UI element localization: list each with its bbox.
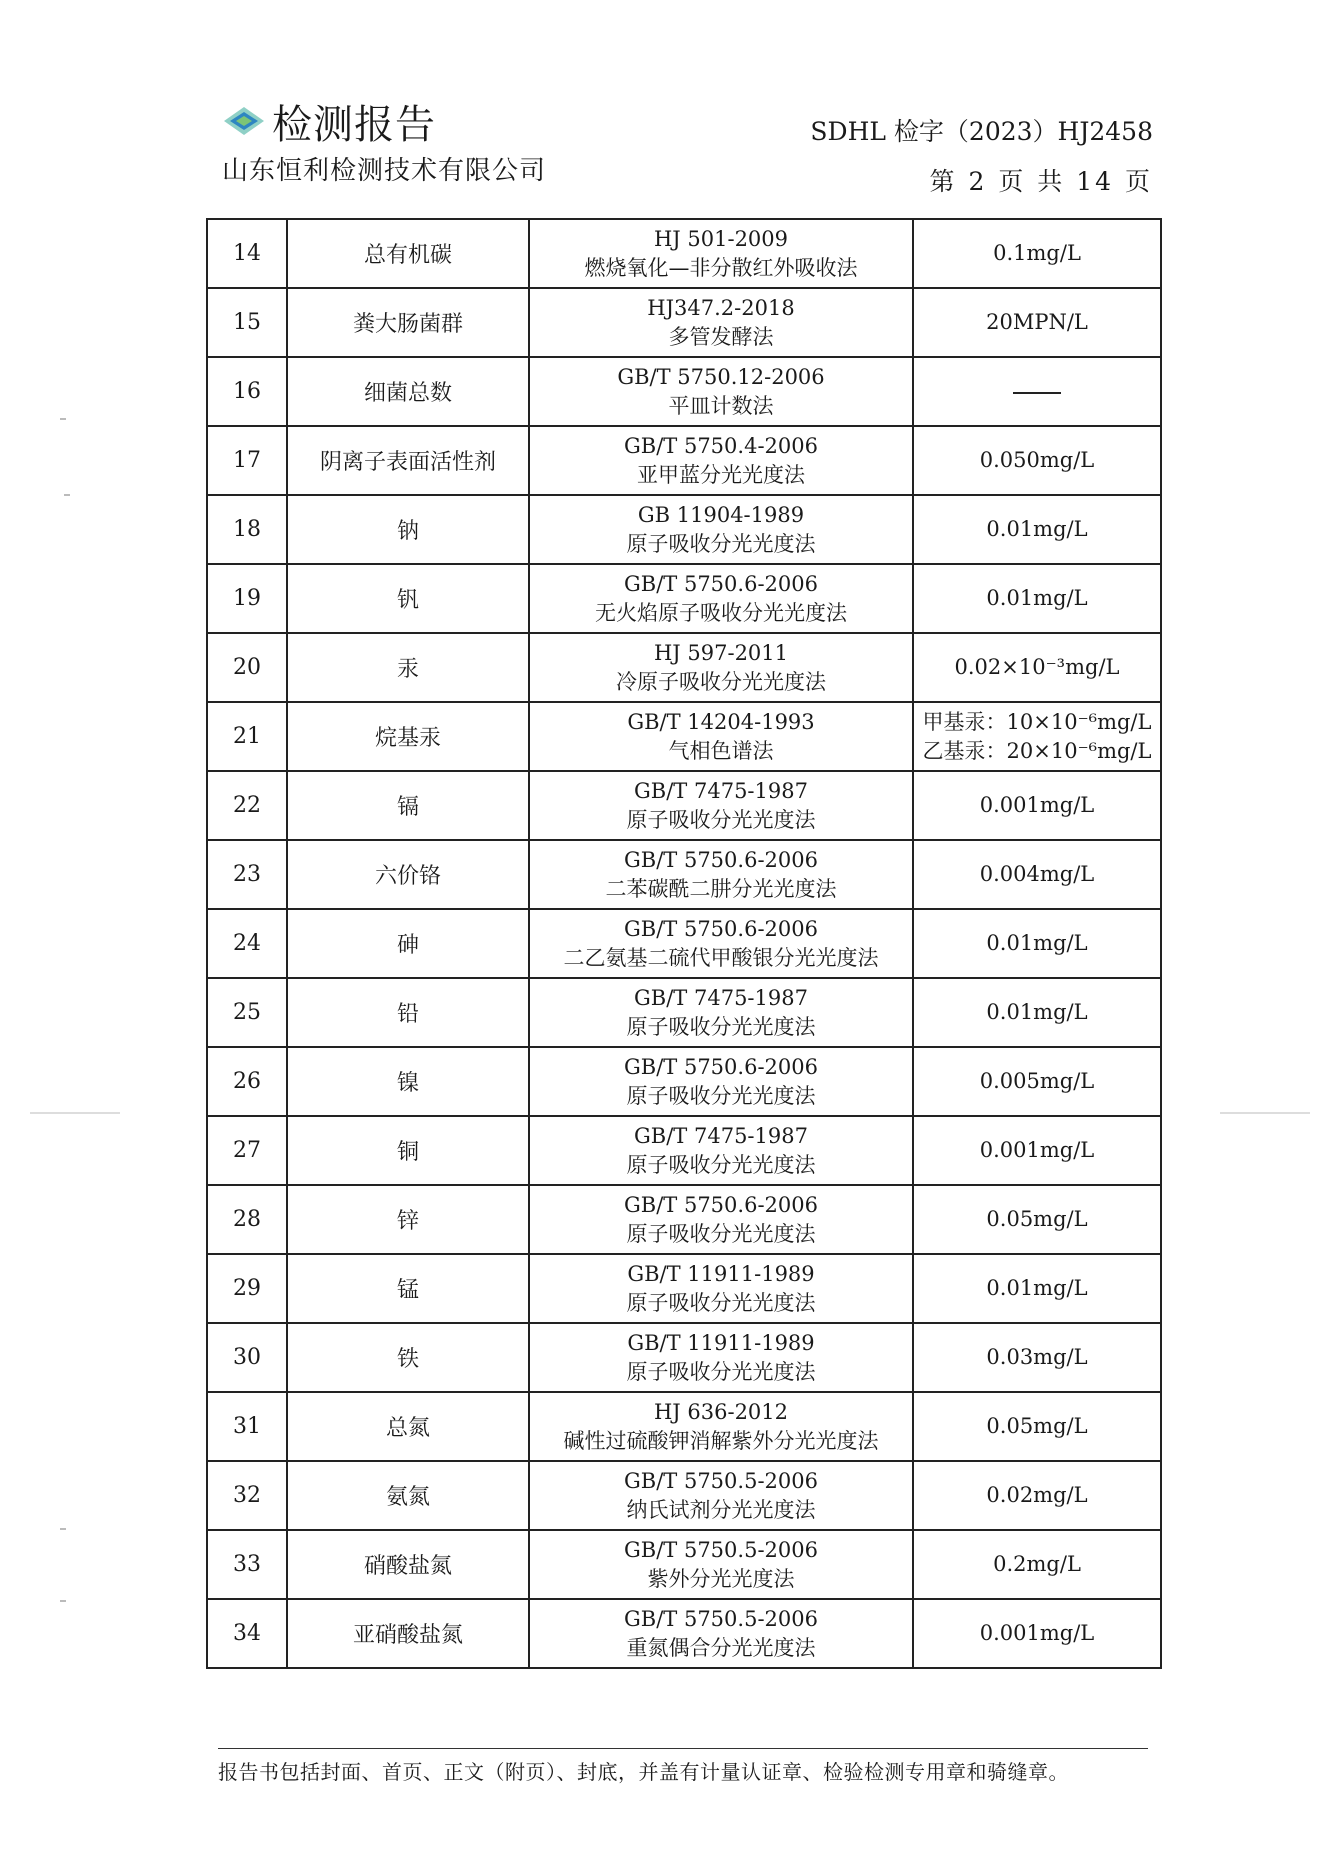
test-item: 硝酸盐氮 — [287, 1530, 529, 1599]
title-row — [222, 96, 546, 146]
standard-code: GB/T 5750.6-2006 — [624, 1192, 818, 1217]
table-row — [207, 840, 1161, 909]
row-number: 21 — [207, 702, 287, 771]
scan-mark — [60, 418, 66, 420]
results-table-wrapper — [206, 218, 1162, 1669]
table-row — [207, 1461, 1161, 1530]
standard-code: GB/T 7475-1987 — [634, 778, 808, 803]
detection-limit: 0.05mg/L — [913, 1185, 1161, 1254]
method-name: 原子吸收分光光度法 — [626, 807, 816, 832]
scan-mark — [1220, 1112, 1310, 1114]
report-title: 检测报告 — [272, 101, 436, 148]
method-name: 紫外分光光度法 — [647, 1566, 795, 1591]
scan-mark — [60, 1600, 66, 1602]
table-row — [207, 495, 1161, 564]
method-cell — [529, 1185, 913, 1254]
detection-limit: 0.050mg/L — [913, 426, 1161, 495]
method-name: 原子吸收分光光度法 — [626, 1083, 816, 1108]
standard-code: GB/T 7475-1987 — [634, 985, 808, 1010]
standard-code: GB/T 5750.5-2006 — [624, 1537, 818, 1562]
test-item: 总氮 — [287, 1392, 529, 1461]
test-item: 锰 — [287, 1254, 529, 1323]
table-row — [207, 1254, 1161, 1323]
row-number: 15 — [207, 288, 287, 357]
method-name: 冷原子吸收分光光度法 — [616, 669, 826, 694]
method-cell — [529, 978, 913, 1047]
standard-code: GB 11904-1989 — [637, 502, 805, 527]
method-cell — [529, 633, 913, 702]
detection-limit: 0.001mg/L — [913, 1599, 1161, 1668]
row-number: 29 — [207, 1254, 287, 1323]
method-cell — [529, 357, 913, 426]
table-row — [207, 1392, 1161, 1461]
test-item: 烷基汞 — [287, 702, 529, 771]
standard-code: GB/T 5750.6-2006 — [624, 916, 818, 941]
method-cell — [529, 1254, 913, 1323]
method-cell — [529, 1392, 913, 1461]
standard-code: GB/T 5750.4-2006 — [624, 433, 818, 458]
test-item: 钠 — [287, 495, 529, 564]
standard-code: GB/T 11911-1989 — [627, 1261, 815, 1286]
method-name: 亚甲蓝分光光度法 — [637, 462, 805, 487]
detection-limit: 0.001mg/L — [913, 1116, 1161, 1185]
row-number: 17 — [207, 426, 287, 495]
method-name: 原子吸收分光光度法 — [626, 1221, 816, 1246]
detection-limit: 0.2mg/L — [913, 1530, 1161, 1599]
row-number: 16 — [207, 357, 287, 426]
row-number: 31 — [207, 1392, 287, 1461]
method-name: 碱性过硫酸钾消解紫外分光光度法 — [563, 1428, 879, 1453]
test-item: 粪大肠菌群 — [287, 288, 529, 357]
test-item: 锌 — [287, 1185, 529, 1254]
table-row — [207, 1323, 1161, 1392]
test-item: 铅 — [287, 978, 529, 1047]
table-row — [207, 978, 1161, 1047]
row-number: 30 — [207, 1323, 287, 1392]
company-logo-icon — [222, 103, 266, 139]
method-name: 二乙氨基二硫代甲酸银分光光度法 — [563, 945, 879, 970]
detection-limit: 0.005mg/L — [913, 1047, 1161, 1116]
method-name: 重氮偶合分光光度法 — [626, 1635, 816, 1660]
detection-limit: 0.02mg/L — [913, 1461, 1161, 1530]
row-number: 33 — [207, 1530, 287, 1599]
row-number: 18 — [207, 495, 287, 564]
table-body — [207, 219, 1161, 1668]
table-row — [207, 219, 1161, 288]
standard-code: HJ347.2-2018 — [647, 295, 795, 320]
method-name: 平皿计数法 — [668, 393, 774, 418]
detection-limit: 0.05mg/L — [913, 1392, 1161, 1461]
row-number: 24 — [207, 909, 287, 978]
method-cell — [529, 1116, 913, 1185]
standard-code: GB/T 7475-1987 — [634, 1123, 808, 1148]
method-name: 原子吸收分光光度法 — [626, 531, 816, 556]
method-cell — [529, 909, 913, 978]
row-number: 19 — [207, 564, 287, 633]
table-row — [207, 426, 1161, 495]
report-number: SDHL 检字（2023）HJ2458 — [810, 117, 1153, 146]
table-row — [207, 1116, 1161, 1185]
test-item: 汞 — [287, 633, 529, 702]
table-row — [207, 288, 1161, 357]
method-name: 无火焰原子吸收分光光度法 — [595, 600, 847, 625]
footer-divider — [218, 1748, 1148, 1749]
row-number: 22 — [207, 771, 287, 840]
method-cell — [529, 1530, 913, 1599]
row-number: 14 — [207, 219, 287, 288]
method-name: 气相色谱法 — [668, 738, 774, 763]
test-item: 铜 — [287, 1116, 529, 1185]
table-row — [207, 633, 1161, 702]
row-number: 28 — [207, 1185, 287, 1254]
detection-limit — [913, 357, 1161, 426]
detection-limit: 0.01mg/L — [913, 909, 1161, 978]
method-cell — [529, 1047, 913, 1116]
scan-mark — [30, 1112, 120, 1114]
detection-method-table — [206, 218, 1162, 1669]
standard-code: HJ 597-2011 — [653, 640, 789, 665]
detection-limit-cell — [913, 702, 1161, 771]
detection-limit: 0.01mg/L — [913, 564, 1161, 633]
test-item: 氨氮 — [287, 1461, 529, 1530]
detection-limit: 0.1mg/L — [913, 219, 1161, 288]
page-info: 第 2 页 共 14 页 — [929, 167, 1153, 196]
method-cell — [529, 771, 913, 840]
standard-code: GB/T 11911-1989 — [627, 1330, 815, 1355]
table-row — [207, 909, 1161, 978]
method-cell — [529, 288, 913, 357]
detection-limit: 0.03mg/L — [913, 1323, 1161, 1392]
table-row — [207, 1599, 1161, 1668]
method-cell — [529, 1461, 913, 1530]
not-applicable-dash — [1013, 392, 1061, 394]
method-name: 原子吸收分光光度法 — [626, 1290, 816, 1315]
table-row — [207, 771, 1161, 840]
method-cell — [529, 564, 913, 633]
scan-mark — [64, 494, 70, 496]
detection-limit: 20MPN/L — [913, 288, 1161, 357]
method-cell — [529, 840, 913, 909]
method-name: 多管发酵法 — [668, 324, 774, 349]
test-item: 铁 — [287, 1323, 529, 1392]
row-number: 20 — [207, 633, 287, 702]
row-number: 26 — [207, 1047, 287, 1116]
table-row — [207, 1047, 1161, 1116]
report-header-left — [222, 96, 546, 187]
standard-code: GB/T 5750.6-2006 — [624, 1054, 818, 1079]
method-cell — [529, 1323, 913, 1392]
method-name: 原子吸收分光光度法 — [626, 1359, 816, 1384]
table-row — [207, 357, 1161, 426]
table-row — [207, 1185, 1161, 1254]
standard-code: GB/T 5750.5-2006 — [624, 1606, 818, 1631]
row-number: 27 — [207, 1116, 287, 1185]
detection-limit: 0.02×10⁻³mg/L — [913, 633, 1161, 702]
standard-code: GB/T 5750.5-2006 — [624, 1468, 818, 1493]
scan-mark — [60, 1528, 66, 1530]
method-name: 原子吸收分光光度法 — [626, 1152, 816, 1177]
table-row — [207, 1530, 1161, 1599]
test-item: 镍 — [287, 1047, 529, 1116]
row-number: 23 — [207, 840, 287, 909]
test-item: 亚硝酸盐氮 — [287, 1599, 529, 1668]
standard-code: HJ 501-2009 — [653, 226, 789, 251]
detection-limit: 0.01mg/L — [913, 978, 1161, 1047]
table-row — [207, 564, 1161, 633]
row-number: 25 — [207, 978, 287, 1047]
table-row — [207, 702, 1161, 771]
method-cell — [529, 426, 913, 495]
test-item: 镉 — [287, 771, 529, 840]
method-name: 纳氏试剂分光光度法 — [626, 1497, 816, 1522]
row-number: 34 — [207, 1599, 287, 1668]
test-item: 细菌总数 — [287, 357, 529, 426]
test-item: 六价铬 — [287, 840, 529, 909]
standard-code: GB/T 5750.6-2006 — [624, 847, 818, 872]
method-cell — [529, 495, 913, 564]
standard-code: GB/T 5750.6-2006 — [624, 571, 818, 596]
standard-code: HJ 636-2012 — [653, 1399, 789, 1424]
detection-limit: 0.01mg/L — [913, 1254, 1161, 1323]
company-name: 山东恒利检测技术有限公司 — [222, 156, 547, 186]
method-name: 燃烧氧化—非分散红外吸收法 — [584, 255, 858, 280]
standard-code: GB/T 14204-1993 — [627, 709, 815, 734]
detection-limit-methyl: 甲基汞：10×10⁻⁶mg/L — [922, 709, 1152, 734]
detection-limit: 0.01mg/L — [913, 495, 1161, 564]
test-item: 总有机碳 — [287, 219, 529, 288]
standard-code: GB/T 5750.12-2006 — [617, 364, 825, 389]
test-item: 钒 — [287, 564, 529, 633]
report-header-right — [810, 112, 1153, 198]
row-number: 32 — [207, 1461, 287, 1530]
method-cell — [529, 702, 913, 771]
method-cell — [529, 219, 913, 288]
method-name: 原子吸收分光光度法 — [626, 1014, 816, 1039]
method-cell — [529, 1599, 913, 1668]
footer-note: 报告书包括封面、首页、正文（附页）、封底，并盖有计量认证章、检验检测专用章和骑缝章。 — [218, 1760, 1069, 1784]
detection-limit: 0.001mg/L — [913, 771, 1161, 840]
detection-limit-ethyl: 乙基汞：20×10⁻⁶mg/L — [922, 738, 1152, 763]
detection-limit: 0.004mg/L — [913, 840, 1161, 909]
test-item: 阴离子表面活性剂 — [287, 426, 529, 495]
test-item: 砷 — [287, 909, 529, 978]
method-name: 二苯碳酰二肼分光光度法 — [605, 876, 837, 901]
